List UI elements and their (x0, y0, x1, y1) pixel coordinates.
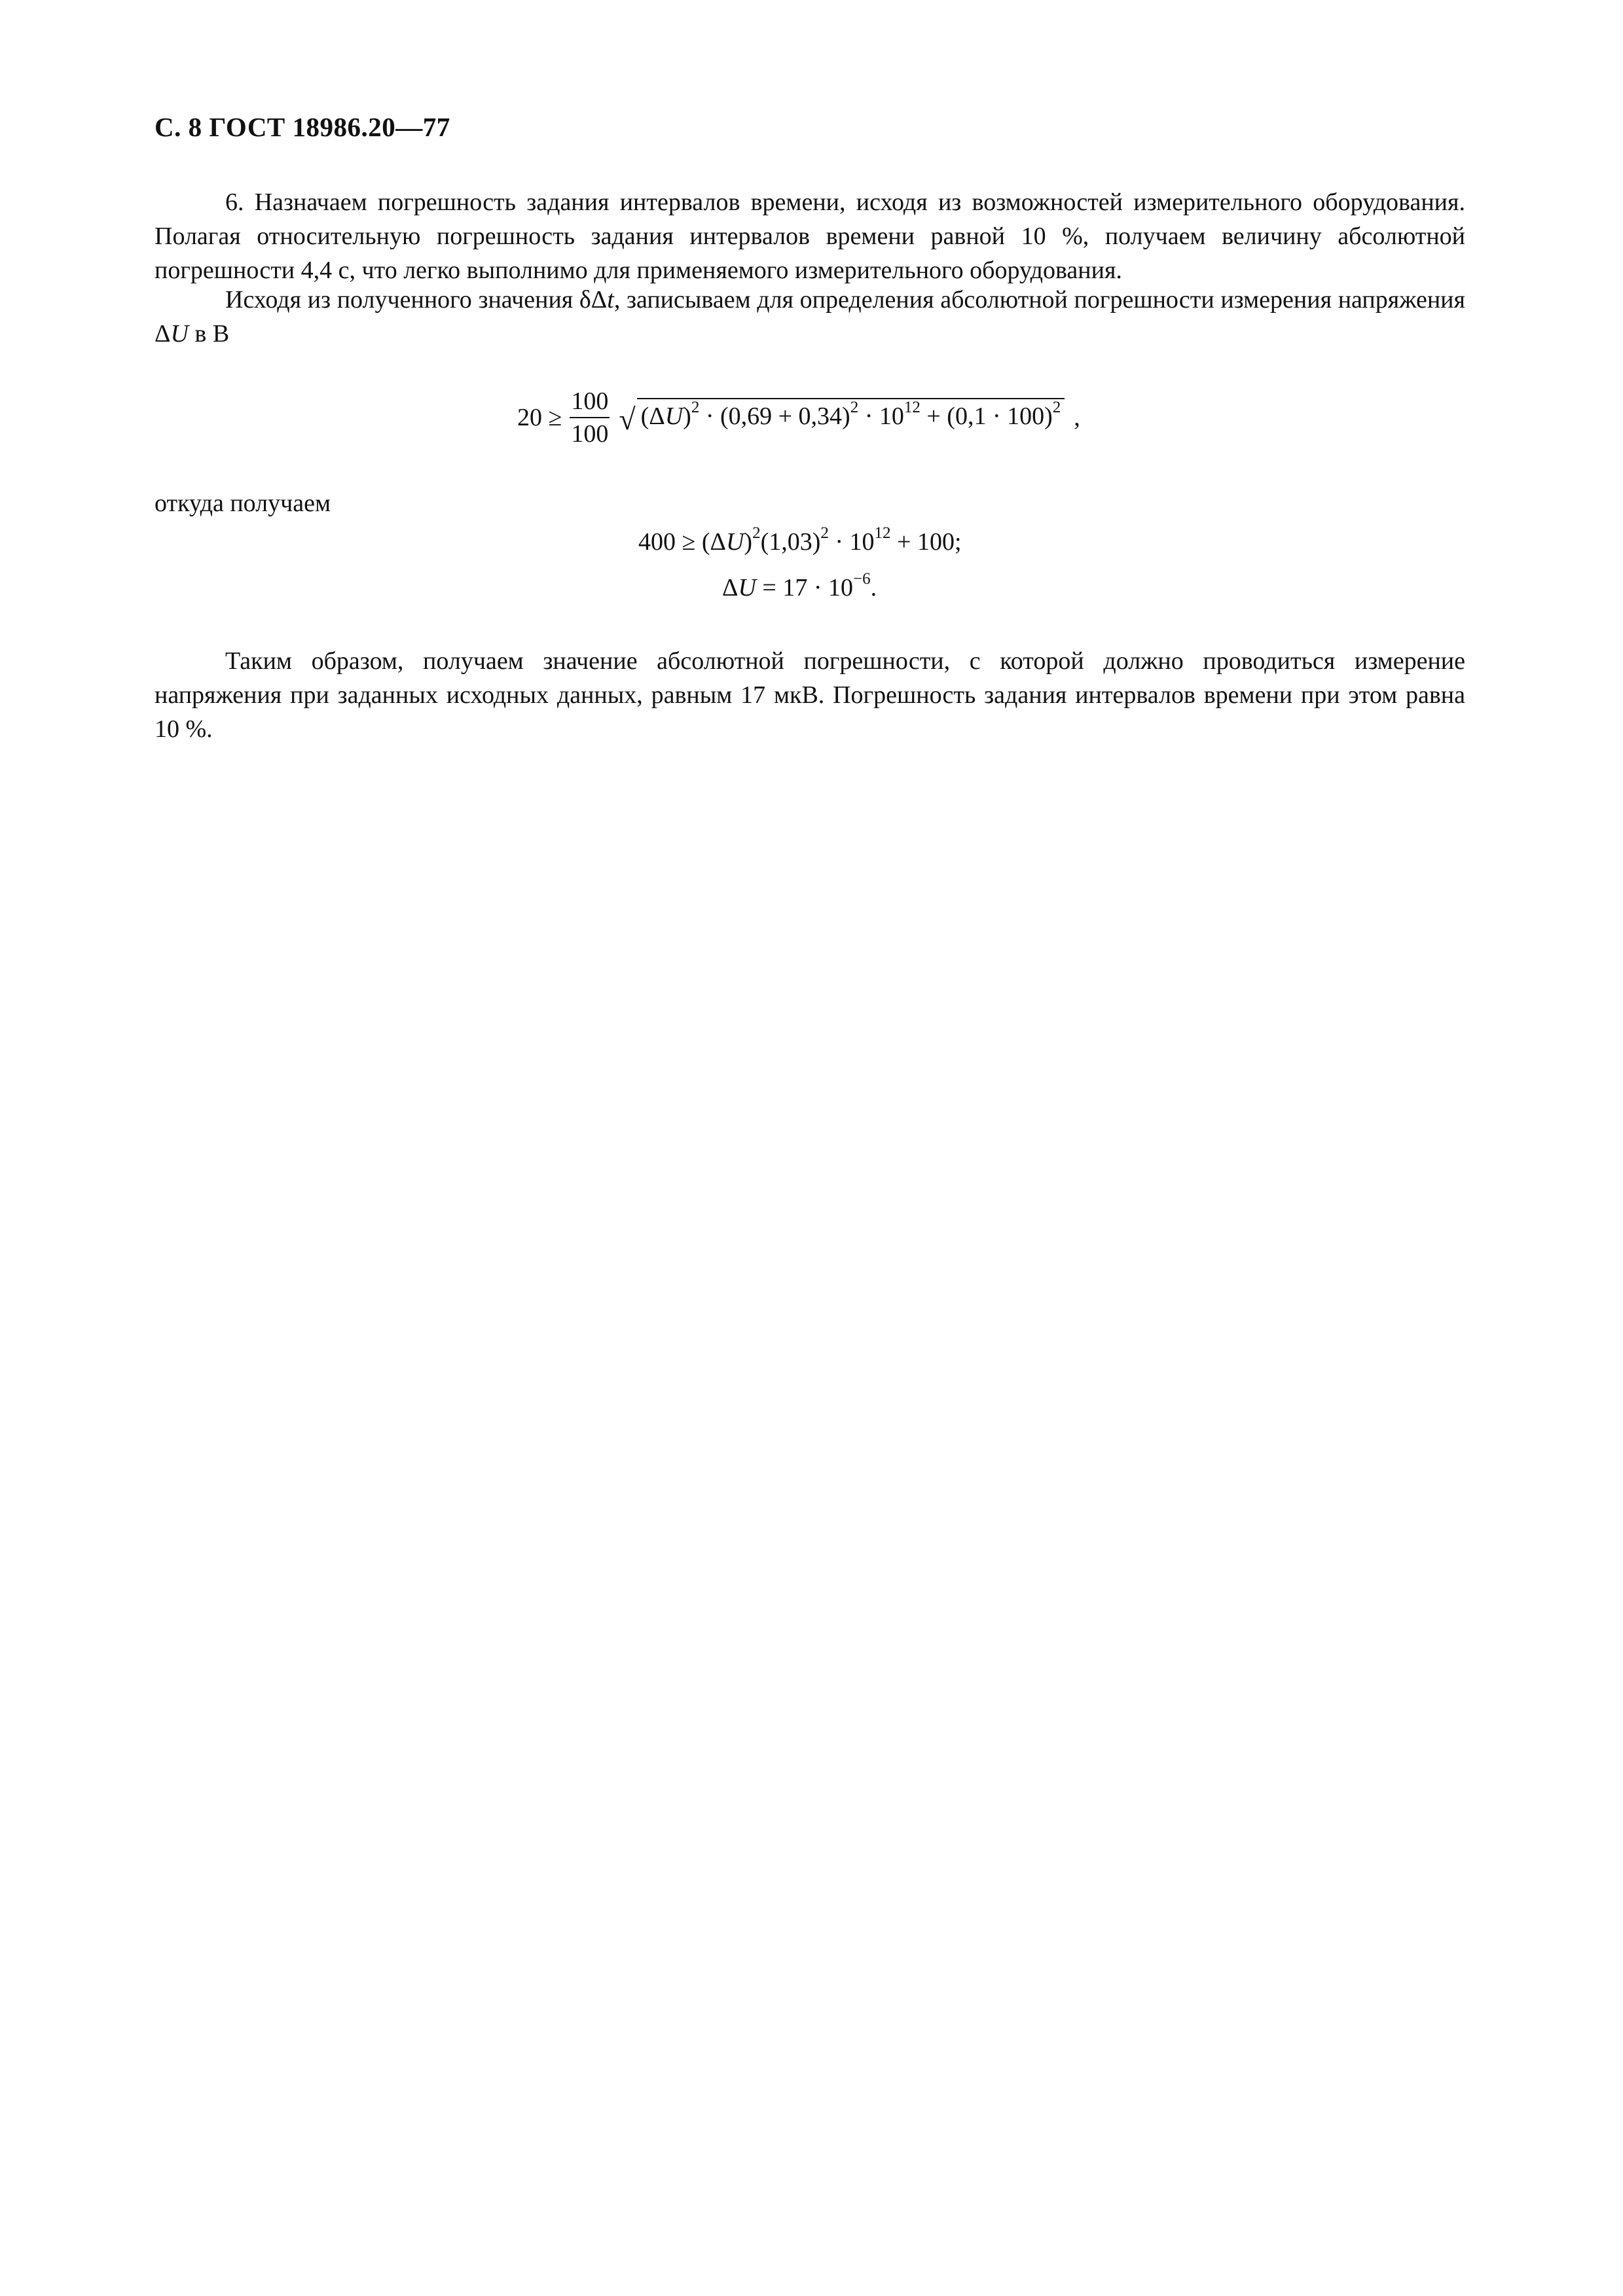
formula2-term-d: + 100; (890, 528, 962, 556)
formula2-term-b: (1,03) (760, 528, 821, 556)
page-header: С. 8 ГОСТ 18986.20—77 (155, 112, 450, 142)
formula1-comma: , (1074, 404, 1080, 431)
variable-u: U (170, 320, 189, 348)
paragraph-whence: откуда получаем (155, 490, 331, 517)
formula-result (722, 570, 877, 602)
paragraph-delta-t-text-2: , записываем для определения абсолютной погрешности измерения напряжения Δ (155, 286, 1465, 348)
formula1-delta-close: ) (683, 403, 691, 430)
formula2-lhs: 400 ≥ (Δ (638, 528, 726, 556)
paragraph-6: 6. Назначаем погрешность задания интервалов времени, исходя из возможностей измерительного оборудования. Полагая относительную погрешность задания интервалов времени равной 10 %, получаем величину абсолютной погрешности 4,4 с, что легко выполнимо для применяемого измерительного оборудования. (155, 188, 1465, 284)
formula2-term-c: · 10 (828, 528, 875, 556)
formula2-exponent-a: 2 (752, 524, 761, 543)
paragraph-delta-t-text-3: в В (188, 320, 230, 348)
formula3-rhs: = 17 · 10 (756, 574, 853, 601)
formula1-exponent-a: 2 (691, 399, 700, 417)
formula3-delta: Δ (722, 574, 739, 601)
fraction-denominator: 100 (571, 420, 609, 448)
formula-error-inequality (517, 386, 1080, 449)
fraction-numerator: 100 (570, 388, 610, 418)
square-root-sign: √ (619, 402, 636, 436)
formula-squared-inequality (638, 524, 962, 556)
formula3-variable-u: U (738, 574, 756, 601)
formula1-lhs: 20 ≥ (517, 404, 562, 431)
formula1-exponent-b: 2 (850, 399, 859, 417)
paragraph-delta-t-text-1: Исходя из полученного значения δΔ (225, 286, 608, 314)
formula2-close: ) (744, 528, 753, 556)
square-root-radicand (637, 398, 1065, 431)
formula1-term-c: · 10 (858, 403, 904, 430)
formula2-exponent-b: 2 (820, 524, 829, 543)
formula1-exponent-d: 2 (1052, 399, 1061, 417)
formula3-end: . (870, 574, 877, 601)
formula2-variable-u: U (725, 528, 744, 556)
paragraph-conclusion: Таким образом, получаем значение абсолютной погрешности, с которой должно проводиться измерение напряжения при заданных исходных данных, равным 17 мкВ. Погрешность задания интервалов времени при этом равна 10 %. (155, 647, 1465, 743)
formula1-delta-open: (Δ (640, 403, 665, 430)
formula1-variable-u: U (665, 403, 684, 430)
paragraph-delta-t (155, 283, 1465, 351)
formula1-fraction (570, 388, 610, 447)
formula3-exponent: −6 (852, 570, 871, 588)
formula2-exponent-c: 12 (874, 524, 891, 543)
formula1-term-d: + (0,1 · 100) (920, 403, 1053, 430)
formula1-exponent-c: 12 (903, 399, 921, 417)
variable-t: t (607, 286, 614, 314)
formula1-term-b: · (0,69 + 0,34) (699, 403, 850, 430)
